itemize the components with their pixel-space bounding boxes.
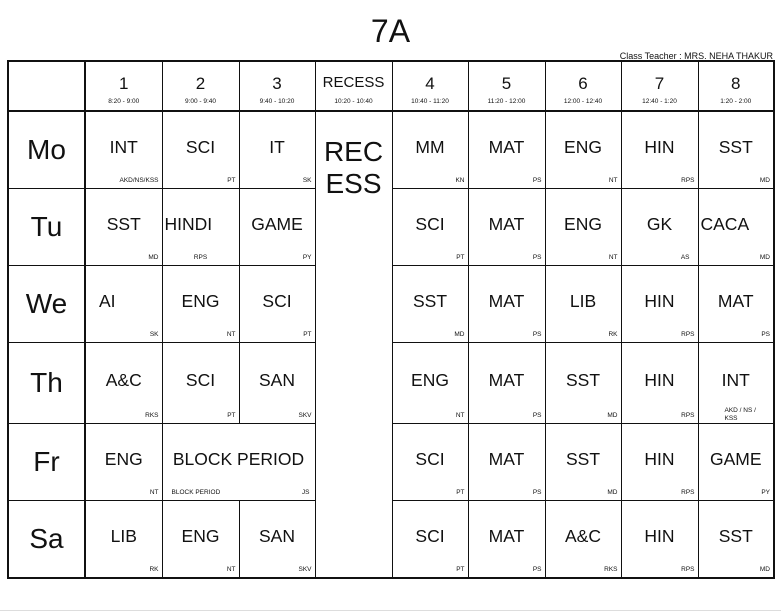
period-cell (392, 343, 468, 424)
teacher-code: PT (227, 412, 236, 419)
subject: HIN (644, 449, 675, 469)
header-row (8, 61, 774, 111)
subject: MM (415, 137, 445, 157)
subject: SCI (415, 449, 445, 469)
teacher-code: MD (148, 254, 159, 261)
teacher-code: PS (532, 412, 542, 419)
subject: INT (109, 137, 138, 157)
period-header (621, 61, 698, 111)
period-cell (392, 266, 468, 343)
subject: A&C (565, 526, 601, 546)
teacher-code: PT (227, 177, 236, 184)
period-cell (698, 266, 774, 343)
subject: ENG (564, 214, 602, 234)
teacher-code: PS (532, 331, 542, 338)
period-cell (162, 111, 239, 189)
teacher-code: PS (532, 566, 542, 573)
timetable (7, 60, 775, 579)
period-cell (468, 111, 545, 189)
subject: ENG (181, 291, 220, 311)
teacher-code: PS (532, 254, 542, 261)
period-cell (85, 343, 162, 424)
period-number: 6 (578, 74, 588, 93)
period-time: 1:20 - 2:00 (720, 98, 752, 105)
subject: ENG (104, 449, 143, 469)
block-period-cell (162, 424, 315, 501)
teacher-code: PS (532, 489, 542, 496)
period-cell (698, 111, 774, 189)
teacher-code: RPS (681, 177, 695, 184)
subject: HIN (644, 291, 675, 311)
recess-label-line1: REC (323, 136, 384, 167)
teacher-code: MD (759, 177, 770, 184)
teacher-code: RKS (604, 566, 618, 573)
period-cell (162, 501, 239, 579)
period-cell (468, 501, 545, 579)
teacher-code: RPS (681, 331, 695, 338)
subject: BLOCK PERIOD (172, 449, 305, 469)
subject: ENG (411, 370, 449, 390)
subject: LIB (110, 526, 137, 546)
period-cell (162, 189, 239, 266)
subject: SST (565, 449, 601, 469)
recess-header (315, 61, 392, 111)
teacher-code: AS (680, 254, 690, 261)
period-cell (621, 111, 698, 189)
period-cell (698, 424, 774, 501)
period-cell (621, 424, 698, 501)
subject: LIB (569, 291, 597, 311)
period-time: 8:20 - 9:00 (108, 98, 140, 105)
period-number: 8 (731, 74, 741, 93)
subject: SCI (185, 370, 216, 390)
period-cell (239, 189, 315, 266)
teacher-code: SKV (298, 566, 312, 573)
subject: GK (646, 214, 673, 234)
subject: HINDI (164, 214, 213, 234)
subject: SST (106, 214, 141, 234)
teacher-code: RPS (193, 254, 208, 261)
subject: SST (412, 291, 448, 311)
period-number: 4 (425, 74, 435, 93)
subject: CACA (700, 214, 750, 234)
teacher-code: RPS (681, 412, 695, 419)
recess-label-line2: ESS (325, 168, 382, 199)
recess-label (316, 136, 392, 200)
period-cell (468, 189, 545, 266)
period-cell (85, 266, 162, 343)
recess-column (315, 111, 392, 578)
period-cell (621, 501, 698, 579)
teacher-code: BLOCK PERIOD (171, 489, 221, 496)
subject: GAME (709, 449, 762, 469)
teacher-code: NT (455, 412, 465, 419)
teacher-code: MD (759, 254, 770, 261)
subject: SCI (415, 214, 445, 234)
subject: HIN (644, 526, 675, 546)
period-cell (468, 266, 545, 343)
period-cell (239, 266, 315, 343)
period-cell (239, 343, 315, 424)
teacher-code: MD (607, 489, 618, 496)
teacher-code: PT (456, 489, 465, 496)
period-cell (698, 189, 774, 266)
subject: IT (269, 137, 285, 157)
subject: INT (721, 370, 750, 390)
teacher-code: NT (149, 489, 159, 496)
subject: SST (718, 526, 753, 546)
period-cell (621, 343, 698, 424)
recess-header-label: RECESS (322, 74, 385, 91)
period-time: 10:20 - 10:40 (334, 98, 373, 105)
period-number: 7 (654, 74, 665, 93)
teacher-code: PS (761, 331, 770, 338)
subject: MAT (488, 449, 525, 469)
teacher-code: PT (456, 254, 465, 261)
period-header (698, 61, 774, 111)
period-time: 11:20 - 12:00 (487, 98, 526, 105)
subject: SCI (185, 137, 216, 157)
period-number: 5 (501, 74, 512, 93)
period-cell (85, 501, 162, 579)
period-number: 2 (195, 74, 206, 93)
day-label: Tu (8, 189, 85, 266)
day-label: Fr (8, 424, 85, 501)
teacher-code: NT (608, 254, 618, 261)
teacher-code: RK (608, 331, 618, 338)
teacher-code: SKV (298, 412, 312, 419)
teacher-code: RKS (145, 412, 159, 419)
period-cell (545, 111, 621, 189)
teacher-code: RK (149, 566, 159, 573)
subject: GAME (251, 214, 303, 234)
teacher-code: AKD/NS/KSS (119, 177, 159, 184)
period-cell (545, 343, 621, 424)
corner-cell (8, 61, 85, 111)
subject: MAT (488, 137, 525, 157)
day-label: Th (8, 343, 85, 424)
period-header (392, 61, 468, 111)
teacher-code: JS (301, 489, 310, 496)
teacher-code: PT (456, 566, 465, 573)
period-cell (545, 266, 621, 343)
period-cell (468, 424, 545, 501)
subject: HIN (644, 137, 675, 157)
day-label: We (8, 266, 85, 343)
subject: SAN (259, 526, 295, 546)
period-cell (545, 501, 621, 579)
period-cell (162, 343, 239, 424)
teacher-code: PY (302, 254, 312, 261)
period-header (545, 61, 621, 111)
period-header (85, 61, 162, 111)
page-bottom-rule (0, 610, 781, 611)
teacher-code: RPS (681, 566, 695, 573)
teacher-code: MD (759, 566, 770, 573)
period-cell (392, 424, 468, 501)
teacher-code: SK (149, 331, 159, 338)
period-cell (85, 424, 162, 501)
teacher-code: AKD / NS / KSS (724, 407, 756, 422)
subject: HIN (644, 370, 675, 390)
subject: AI (99, 291, 116, 311)
subject: A&C (105, 370, 142, 390)
day-label: Mo (8, 111, 85, 189)
period-number: 1 (119, 74, 129, 93)
subject: MAT (717, 291, 754, 311)
class-teacher-label: Class Teacher : MRS. NEHA THAKUR (619, 51, 773, 61)
teacher-code: NT (226, 566, 236, 573)
period-header (468, 61, 545, 111)
teacher-code: MD (607, 412, 618, 419)
subject: MAT (488, 214, 525, 234)
period-cell (392, 189, 468, 266)
day-label: Sa (8, 501, 85, 579)
page-title: 7A (370, 13, 411, 49)
period-time: 12:00 - 12:40 (563, 98, 603, 105)
subject: SCI (262, 291, 292, 311)
subject: MAT (488, 526, 525, 546)
subject: SAN (259, 370, 295, 390)
period-time: 9:00 - 9:40 (184, 98, 217, 105)
subject: MAT (488, 370, 525, 390)
teacher-code: NT (608, 177, 618, 184)
teacher-code: SK (302, 177, 312, 184)
teacher-code: PY (761, 489, 770, 496)
teacher-code: NT (226, 331, 236, 338)
period-cell (392, 501, 468, 579)
subject: SCI (415, 526, 445, 546)
teacher-code: KN (455, 177, 465, 184)
day-row-mo (8, 111, 774, 189)
period-cell (162, 266, 239, 343)
teacher-code: MD (454, 331, 465, 338)
subject: ENG (181, 526, 220, 546)
period-cell (698, 343, 774, 424)
teacher-code: PT (303, 331, 312, 338)
period-cell (85, 189, 162, 266)
period-cell (621, 266, 698, 343)
period-cell (545, 424, 621, 501)
subject: MAT (488, 291, 525, 311)
subject: SST (718, 137, 753, 157)
subject: ENG (564, 137, 602, 157)
period-time: 10:40 - 11:20 (411, 98, 449, 105)
period-cell (239, 501, 315, 579)
period-number: 3 (272, 74, 282, 93)
subject: SST (565, 370, 601, 390)
period-cell (85, 111, 162, 189)
period-cell (545, 189, 621, 266)
period-time: 9:40 - 10:20 (259, 98, 295, 105)
period-header (162, 61, 239, 111)
period-time: 12:40 - 1:20 (642, 98, 677, 105)
period-header (239, 61, 315, 111)
period-cell (621, 189, 698, 266)
teacher-code: PS (532, 177, 542, 184)
period-cell (468, 343, 545, 424)
period-cell (239, 111, 315, 189)
period-cell (392, 111, 468, 189)
teacher-code: RPS (681, 489, 695, 496)
period-cell (698, 501, 774, 579)
